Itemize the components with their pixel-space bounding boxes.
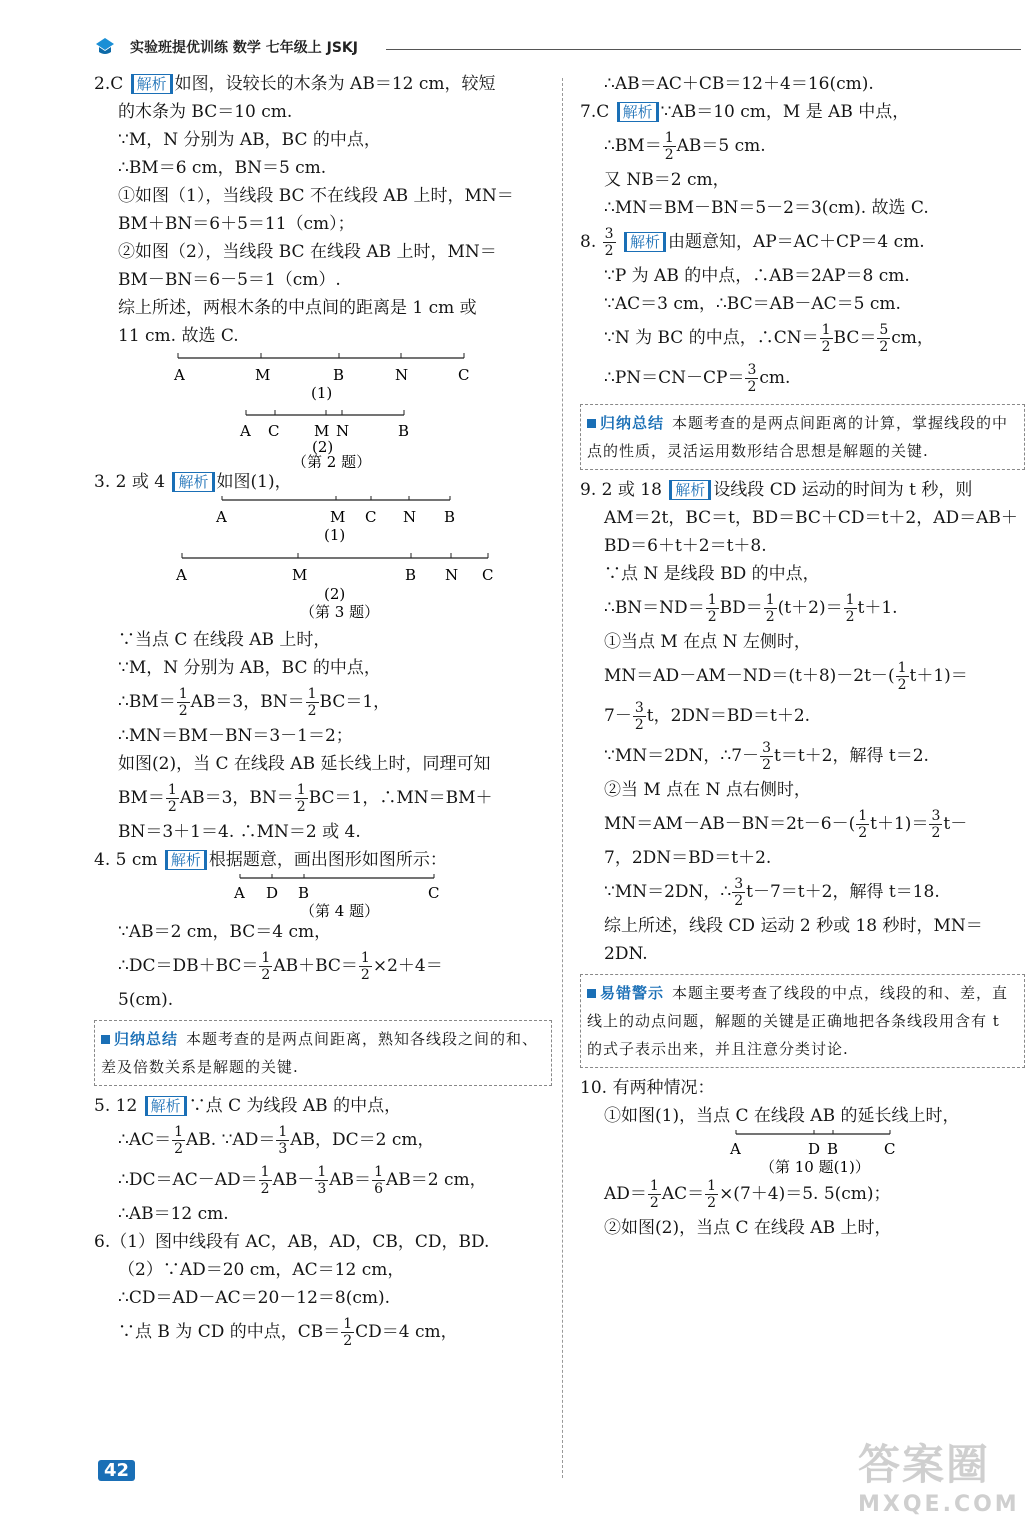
q2-fig1-label-B: B	[333, 366, 345, 384]
q3-fig2-label-N: N	[445, 566, 459, 584]
q10-figure	[580, 1130, 1025, 1174]
header-rule	[386, 49, 1021, 50]
q10-fig-label-C: C	[884, 1140, 896, 1158]
q3-line5: ∴MN＝BM－BN＝3－1＝2；	[118, 726, 353, 746]
q2-fig2-caption: (2)	[312, 438, 334, 456]
q9-line8: 7－ $\frac{3}{2}$ t，2DN＝BD＝t＋2.	[604, 700, 811, 733]
left-column	[94, 70, 552, 1352]
q3-fig1-caption: (1)	[324, 526, 346, 544]
q4-fig-title: （第 4 题）	[300, 902, 380, 918]
q4-fig-label-B: B	[298, 884, 310, 902]
q10-line3: AD＝ $\frac{1}{2}$ AC＝ $\frac{1}{2}$ ×(7＋4)＝5. 5(cm)；	[604, 1178, 891, 1211]
jiexi-tag: 解析	[145, 1096, 187, 1116]
fraction-third: $\frac{1}{3}$	[317, 1164, 327, 1197]
q10-line4: ②如图(2)，当点 C 在线段 AB 上时，	[604, 1218, 892, 1238]
fraction-three-half: $\frac{3}{2}$	[604, 226, 614, 259]
q9-line12: 7，2DN＝BD＝t＋2.	[604, 848, 772, 868]
q9-line10: ②当 M 点在 N 点右侧时，	[604, 780, 811, 800]
q8-summary-box	[580, 404, 1025, 470]
fraction-five-half: $\frac{5}{2}$	[879, 322, 889, 355]
page-footer	[84, 1456, 144, 1488]
q2-line3: ∵M，N 分别为 AB，BC 的中点，	[118, 130, 381, 150]
q3-fig2-label-B: B	[405, 566, 417, 584]
summary-text: 本题考查的是两点间距离，熟知各线段之间的和、差及倍数关系是解题的关键.	[101, 1030, 539, 1076]
fraction-half: $\frac{1}{2}$	[174, 1124, 184, 1157]
q2-fig1-label-A: A	[174, 366, 185, 384]
fraction-half: $\frac{1}{2}$	[261, 950, 271, 983]
fraction-sixth: $\frac{1}{6}$	[374, 1164, 383, 1197]
q2-line8: BM－BN＝6－5＝1（cm）.	[118, 270, 341, 290]
jiexi-tag: 解析	[669, 480, 711, 500]
q8-line1: 8. $\frac{3}{2}$ 解析 由题意知，AP＝AC＋CP＝4 cm.	[580, 226, 925, 259]
q2-line7: ②如图（2），当线段 BC 在线段 AB 上时，MN＝	[118, 242, 497, 262]
fraction-half: $\frac{1}{2}$	[296, 782, 306, 815]
q2-fig2-label-C: C	[268, 422, 280, 440]
fraction-half: $\frac{1}{2}$	[897, 660, 907, 693]
fraction-three-half: $\frac{3}{2}$	[931, 808, 941, 841]
warning-tag: 易错警示	[587, 984, 664, 1002]
fraction-third: $\frac{1}{3}$	[278, 1124, 288, 1157]
q3-fig2-label-A: A	[176, 566, 187, 584]
fraction-half: $\frac{1}{2}$	[821, 322, 831, 355]
q2-fig2-label-A: A	[240, 422, 251, 440]
q3-fig2-label-C: C	[482, 566, 494, 584]
q10-fig-label-D: D	[808, 1140, 821, 1158]
fraction-half: $\frac{1}{2}$	[260, 1164, 270, 1197]
q6-line2: （2）∵AD＝20 cm，AC＝12 cm，	[118, 1260, 405, 1280]
fraction-three-half: $\frac{3}{2}$	[747, 362, 757, 395]
fraction-three-half: $\frac{3}{2}$	[762, 740, 771, 773]
summary-text: 本题考查的是两点间距离的计算，掌握线段的中点的性质，灵活运用数形结合思想是解题的关键.	[587, 414, 1009, 460]
q8-line2: ∵P 为 AB 的中点，∴AB＝2AP＝8 cm.	[604, 266, 910, 286]
page-number: 42	[98, 1460, 135, 1481]
q8-line3: ∵AC＝3 cm，∴BC＝AB－AC＝5 cm.	[604, 294, 901, 314]
q3-line6: 如图(2)，当 C 在线段 AB 延长线上时，同理可知	[118, 754, 491, 774]
fraction-half: $\frac{1}{2}$	[360, 950, 370, 983]
q8-line4: ∵N 为 BC 的中点，∴CN＝ $\frac{1}{2}$ BC＝ $\frac{5}{2}$ cm，	[604, 322, 934, 355]
q4-line4: 5(cm).	[118, 990, 174, 1010]
q4-summary-box	[94, 1020, 552, 1086]
q9-line14: 综上所述，线段 CD 运动 2 秒或 18 秒时，MN＝	[604, 916, 983, 936]
fraction-half: $\frac{1}{2}$	[307, 686, 317, 719]
fraction-half: $\frac{1}{2}$	[707, 592, 717, 625]
jiexi-tag: 解析	[165, 850, 207, 870]
fraction-half: $\frac{1}{2}$	[765, 592, 775, 625]
q2-line6: BM＋BN＝6＋5＝11（cm）；	[118, 214, 355, 234]
q2-line10: 11 cm. 故选 C.	[118, 326, 239, 346]
q6-line3: ∴CD＝AD－AC＝20－12＝8(cm).	[118, 1288, 391, 1308]
q9-line9: ∵MN＝2DN，∴7－ $\frac{3}{2}$ t＝t＋2，解得 t＝2.	[604, 740, 929, 773]
q5-line4: ∴AB＝12 cm.	[118, 1204, 229, 1224]
q2-line5: ①如图（1），当线段 BC 不在线段 AB 上时，MN＝	[118, 186, 514, 206]
q3-fig2-label-M: M	[292, 566, 308, 584]
q7-line3: 又 NB＝2 cm，	[604, 170, 730, 190]
q2-line2: 的木条为 BC＝10 cm.	[118, 102, 293, 122]
q4-line3: ∴DC＝DB＋BC＝ $\frac{1}{2}$ AB＋BC＝ $\frac{1}{2}$ ×2＋4＝	[118, 950, 443, 983]
jiexi-tag: 解析	[617, 102, 659, 122]
fraction-three-half: $\frac{3}{2}$	[734, 876, 744, 909]
q9-line13: ∵MN＝2DN，∴ $\frac{3}{2}$ t－7＝t＋2，解得 t＝18.	[604, 876, 940, 909]
q6-line5: ∴AB＝AC＋CB＝12＋4＝16(cm).	[604, 74, 874, 94]
fraction-half: $\frac{1}{2}$	[664, 130, 674, 163]
summary-tag: 归纳总结	[101, 1030, 178, 1048]
q2-figure	[94, 350, 552, 468]
q3-fig2-caption: (2)	[324, 585, 346, 603]
q4-line1: 4. 5 cm 解析 根据题意，画出图形如图所示：	[94, 850, 447, 870]
q7-line2: ∴BM＝ $\frac{1}{2}$ AB＝5 cm.	[604, 130, 766, 163]
q2-line4: ∴BM＝6 cm，BN＝5 cm.	[118, 158, 327, 178]
fraction-half: $\frac{1}{2}$	[167, 782, 177, 815]
q4-line2: ∵AB＝2 cm，BC＝4 cm，	[118, 922, 332, 942]
q2-fig1-label-N: N	[395, 366, 409, 384]
q2-fig1-label-C: C	[458, 366, 470, 384]
q3-fig1-label-N: N	[403, 508, 417, 526]
fraction-half: $\frac{1}{2}$	[649, 1178, 659, 1211]
q9-line15: 2DN.	[604, 944, 648, 964]
q5-line2: ∴AC＝ $\frac{1}{2}$ AB. ∵AD＝ $\frac{1}{3}$ AB，DC＝2 cm，	[118, 1124, 435, 1157]
q3-fig1-label-M: M	[330, 508, 346, 526]
column-divider	[562, 78, 563, 1478]
q2-line9: 综上所述，两根木条的中点间的距离是 1 cm 或	[118, 298, 477, 318]
fraction-three-half: $\frac{3}{2}$	[634, 700, 644, 733]
q3-line8: BN＝3＋1＝4. ∴MN＝2 或 4.	[118, 822, 361, 842]
q9-line4: ∵点 N 是线段 BD 的中点，	[604, 564, 820, 584]
q9-line2: AM＝2t，BC＝t，BD＝BC＋CD＝t＋2，AD＝AB＋	[604, 508, 1018, 528]
q2-fig2-label-N: N	[336, 422, 350, 440]
q9-line5: ∴BN＝ND＝ $\frac{1}{2}$ BD＝ $\frac{1}{2}$ (t＋2)＝ $\frac{1}{2}$ t＋1.	[604, 592, 898, 625]
q3-fig-title: （第 3 题）	[300, 603, 380, 621]
summary-tag: 归纳总结	[587, 414, 664, 432]
q10-fig-label-A: A	[730, 1140, 741, 1158]
fraction-half: $\frac{1}{2}$	[178, 686, 188, 719]
q3-line7: BM＝ $\frac{1}{2}$ AB＝3，BN＝ $\frac{1}{2}$ BC＝1，∴MN＝BM＋	[118, 782, 493, 815]
jiexi-tag: 解析	[172, 472, 214, 492]
warning-text: 本题主要考查了线段的中点，线段的和、差，直线上的动点问题，解题的关键是正确地把各条线段用含有 t 的式子表示出来，并且注意分类讨论.	[587, 984, 1009, 1058]
right-column	[580, 70, 1025, 1242]
q9-warning-box	[580, 974, 1025, 1068]
jiexi-tag: 解析	[131, 74, 173, 94]
watermark-line2: MXQE.COM	[858, 1492, 1020, 1517]
q9-line3: BD＝6＋t＋2＝t＋8.	[604, 536, 767, 556]
q3-line3: ∵M，N 分别为 AB，BC 的中点，	[118, 658, 381, 678]
q3-fig1-label-A: A	[216, 508, 227, 526]
q7-line4: ∴MN＝BM－BN＝5－2＝3(cm). 故选 C.	[604, 198, 929, 218]
q2-line1: 2.C 解析 如图，设较长的木条为 AB＝12 cm，较短	[94, 74, 496, 94]
jiexi-tag: 解析	[624, 232, 666, 252]
fraction-half: $\frac{1}{2}$	[845, 592, 855, 625]
book-logo-icon	[94, 36, 116, 58]
watermark-logo	[858, 1432, 1028, 1532]
q4-fig-label-D: D	[266, 884, 279, 902]
q10-fig-title: （第 10 题(1)）	[760, 1158, 870, 1174]
q10-line1: 10. 有两种情况：	[580, 1078, 715, 1098]
q3-line4: ∴BM＝ $\frac{1}{2}$ AB＝3，BN＝ $\frac{1}{2}$ BC＝1，	[118, 686, 391, 719]
q2-fig2-label-B: B	[398, 422, 410, 440]
q6-line1: 6.（1）图中线段有 AC，AB，AD，CB，CD，BD.	[94, 1232, 490, 1252]
fraction-half: $\frac{1}{2}$	[343, 1316, 353, 1349]
q5-line1: 5. 12 解析 ∵点 C 为线段 AB 的中点，	[94, 1096, 402, 1116]
q6-line4: ∵点 B 为 CD 的中点，CB＝ $\frac{1}{2}$ CD＝4 cm，	[118, 1316, 458, 1349]
q2-fig1-caption: (1)	[311, 384, 333, 402]
q3-fig1-label-B: B	[444, 508, 456, 526]
q4-fig-label-C: C	[428, 884, 440, 902]
q9-line6: ①当点 M 在点 N 左侧时，	[604, 632, 811, 652]
fraction-half: $\frac{1}{2}$	[707, 1178, 717, 1211]
q9-line11: MN＝AM－AB－BN＝2t－6－( $\frac{1}{2}$ t＋1)＝ $\frac{3}{2}$ t－	[604, 808, 968, 841]
q2-fig2-label-M: M	[314, 422, 330, 440]
q2-fig-title: （第 2 题）	[292, 453, 372, 468]
q10-fig-label-B: B	[827, 1140, 839, 1158]
q4-figure	[94, 874, 552, 918]
q9-line7: MN＝AD－AM－ND＝(t＋8)－2t－( $\frac{1}{2}$ t＋1)＝	[604, 660, 968, 693]
header-title: 实验班提优训练 数学 七年级上 JSKJ	[130, 40, 358, 56]
q3-figure	[94, 496, 552, 626]
q4-fig-label-A: A	[234, 884, 245, 902]
q3-fig1-label-C: C	[365, 508, 377, 526]
q3-line2: ∵当点 C 在线段 AB 上时，	[118, 630, 331, 650]
q3-line1: 3. 2 或 4 解析 如图(1)，	[94, 472, 292, 492]
fraction-half: $\frac{1}{2}$	[858, 808, 868, 841]
watermark-line1: 答案圈	[858, 1440, 991, 1489]
q8-line5: ∴PN＝CN－CP＝ $\frac{3}{2}$ cm.	[604, 362, 791, 395]
q5-line3: ∴DC＝AC－AD＝ $\frac{1}{2}$ AB－ $\frac{1}{3}$ AB＝ $\frac{1}{6}$ AB＝2 cm，	[118, 1164, 487, 1197]
q2-fig1-label-M: M	[255, 366, 271, 384]
q9-line1: 9. 2 或 18 解析 设线段 CD 运动的时间为 t 秒，则	[580, 480, 973, 500]
q10-line2: ①如图(1)，当点 C 在线段 AB 的延长线上时，	[604, 1106, 960, 1126]
page-header	[86, 34, 1026, 62]
q7-line1: 7.C 解析 ∵AB＝10 cm，M 是 AB 中点，	[580, 102, 910, 122]
